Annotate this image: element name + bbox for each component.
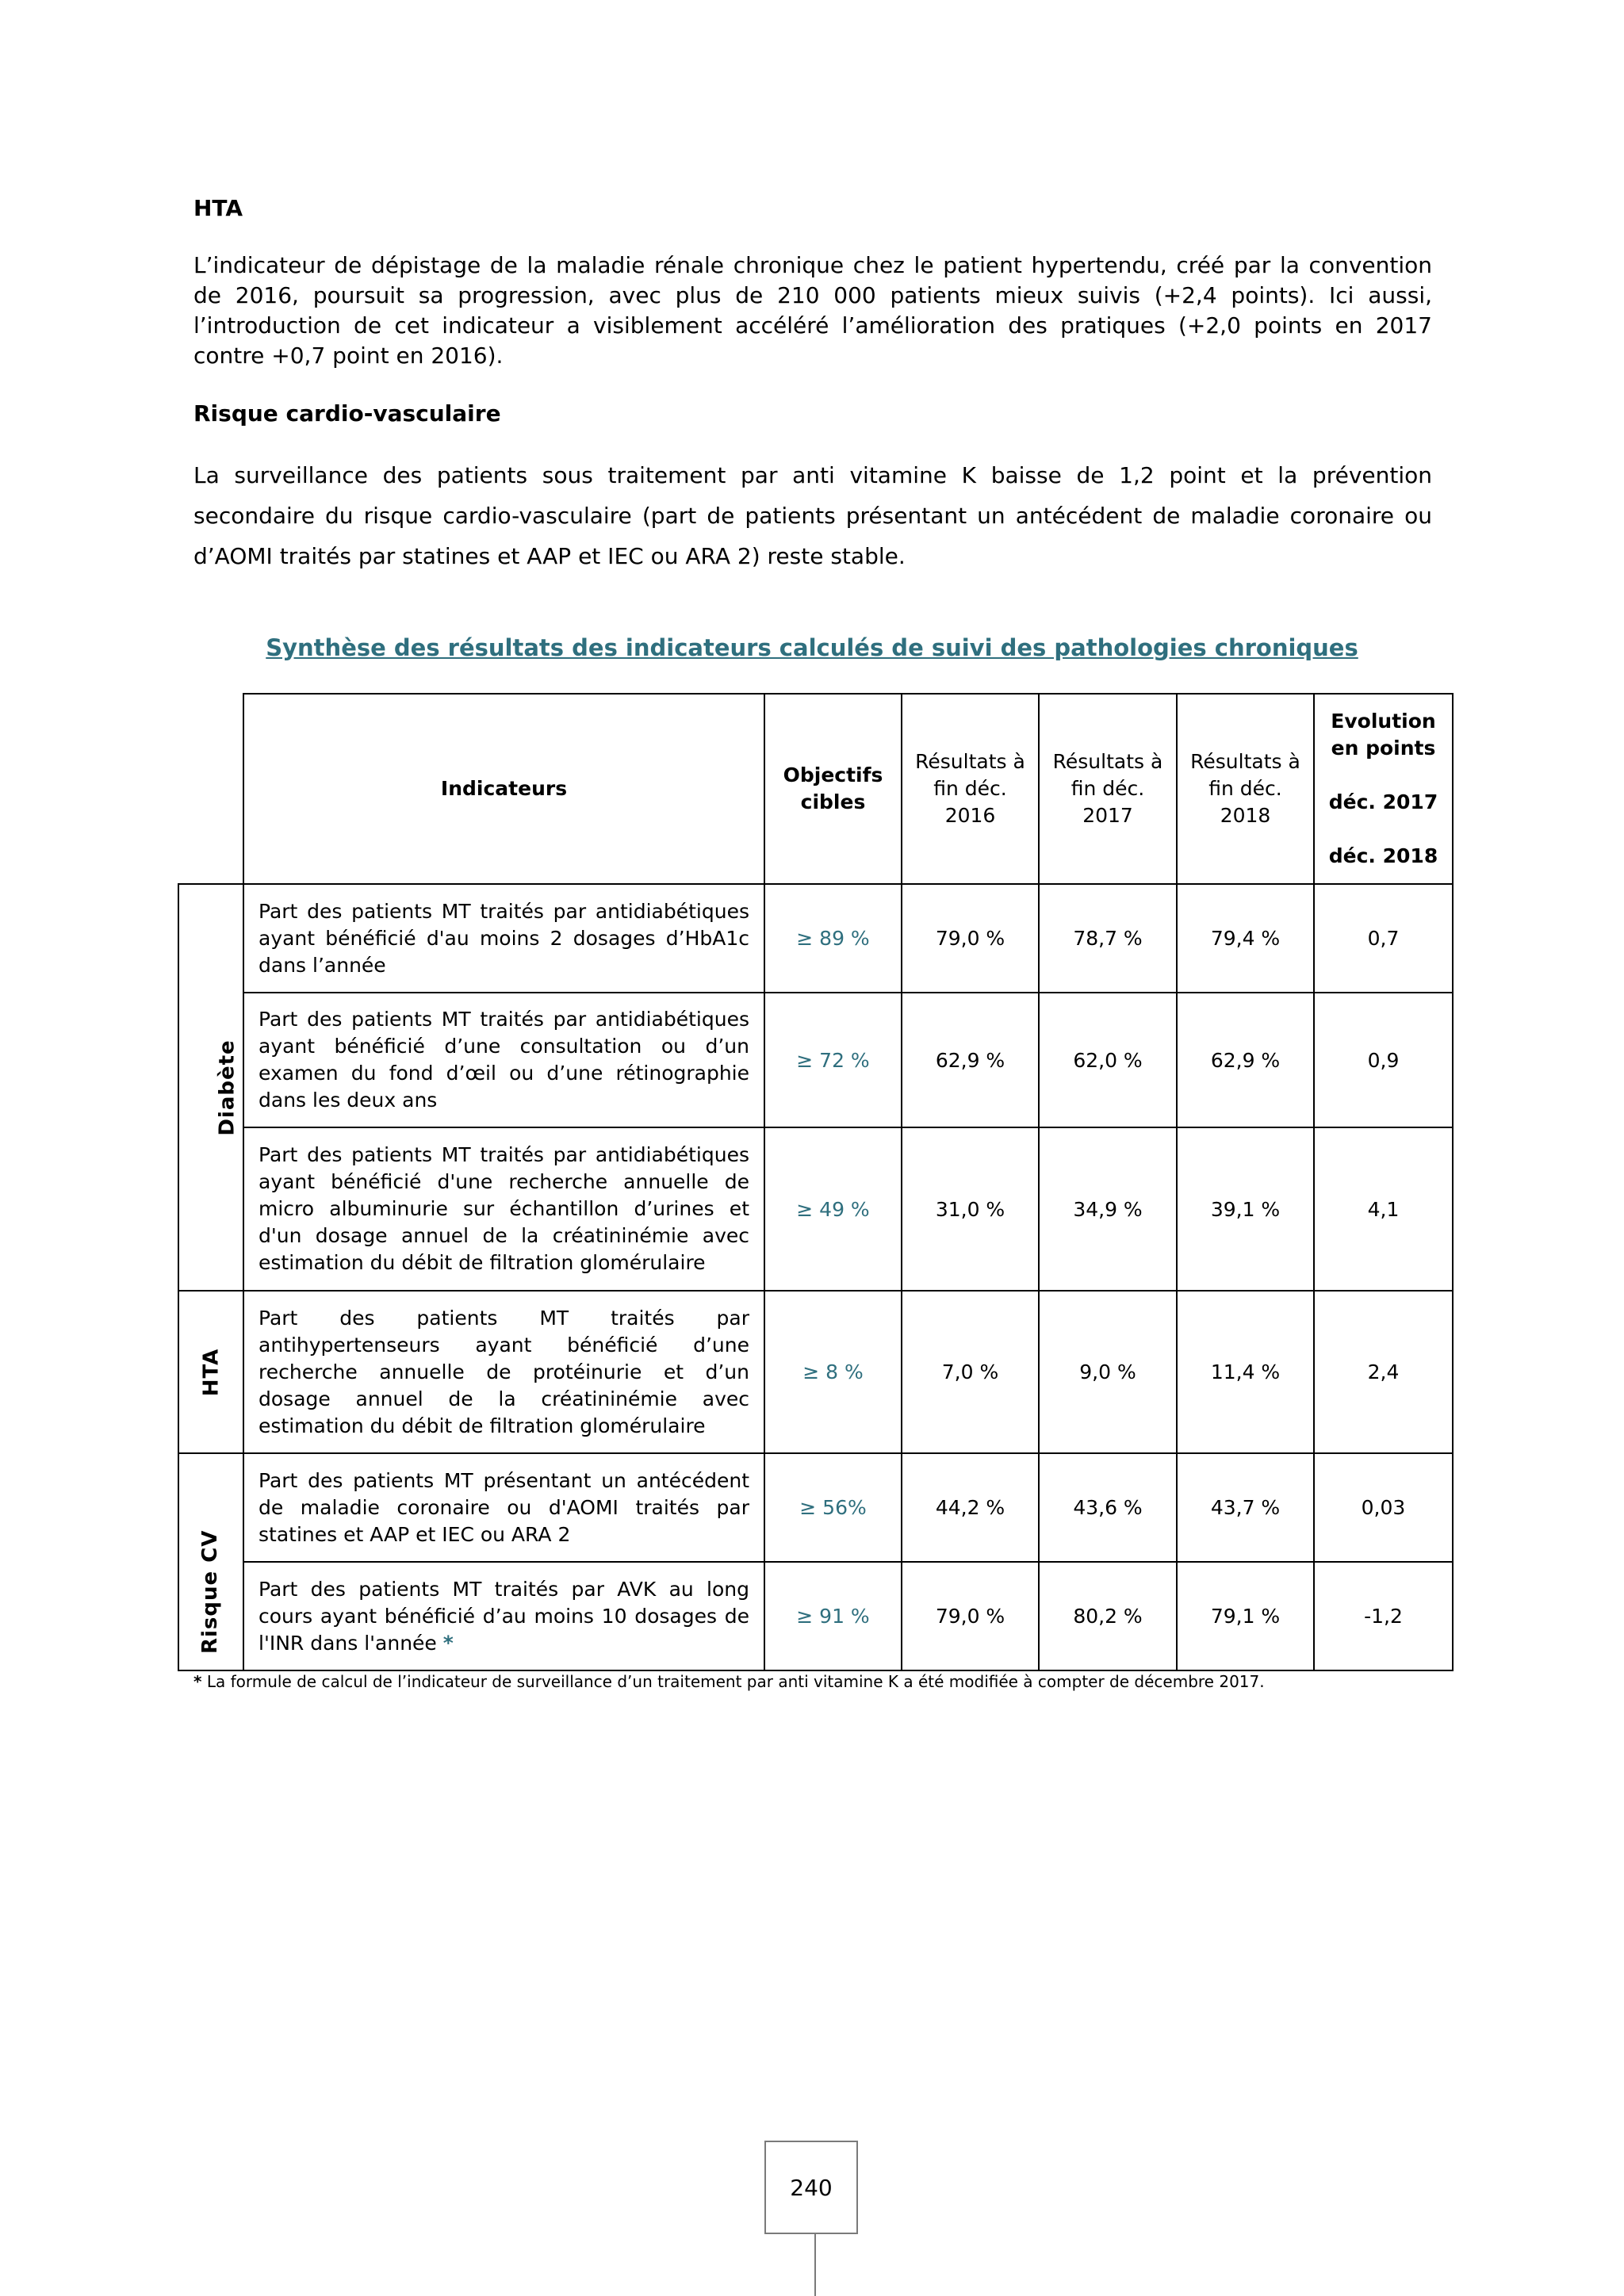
header-2017-line1: Résultats à <box>1052 750 1163 773</box>
header-2018-line1: Résultats à <box>1190 750 1300 773</box>
evolution-value: 0,9 <box>1314 993 1453 1127</box>
target-value: ≥ 8 % <box>764 1291 902 1453</box>
table-title: Synthèse des résultats des indicateurs calculés de suivi des pathologies chroniques <box>266 634 1358 661</box>
evolution-value: 2,4 <box>1314 1291 1453 1453</box>
evolution-value: 0,03 <box>1314 1453 1453 1562</box>
hta-paragraph: L’indicateur de dépistage de la maladie rénale chronique chez le patient hypertendu, créé par la convention de 2016, poursuit sa progression, avec plus de 210 000 patients mieux suivis (+2,4 points). Ici aussi, l’introduction de cet indicateur a visiblement accéléré l’amélioration des pratiques (+2,0 points en 2017 contre +0,7 point en 2016). <box>193 252 1432 369</box>
table-row <box>178 1453 1453 1562</box>
category-diabete-cell <box>178 884 243 1291</box>
result-2017: 80,2 % <box>1039 1562 1177 1670</box>
header-results-2018 <box>1177 694 1314 884</box>
evolution-value: 0,7 <box>1314 884 1453 993</box>
table-row <box>178 1291 1453 1453</box>
header-2017-line3: 2017 <box>1082 804 1133 827</box>
result-2017: 9,0 % <box>1039 1291 1177 1453</box>
synthesis-table <box>178 693 1454 1671</box>
target-value: ≥ 89 % <box>764 884 902 993</box>
header-indicateurs: Indicateurs <box>243 694 764 884</box>
table-row <box>178 1127 1453 1291</box>
indicator-text: Part des patients MT traités par antihypertenseurs ayant bénéficié d’une recherche annuelle de protéinurie et d’un dosage annuel de la créatininémie avec estimation du débit de filtration glomérulaire <box>243 1291 764 1453</box>
evolution-value: -1,2 <box>1314 1562 1453 1670</box>
category-risque-cv-label: Risque CV <box>198 1529 222 1654</box>
header-evol-line1: Evolution <box>1331 710 1436 733</box>
hta-heading: HTA <box>193 195 243 221</box>
header-objectifs-line1: Objectifs <box>783 763 883 786</box>
footnote-star: * <box>193 1672 202 1691</box>
evolution-value: 4,1 <box>1314 1127 1453 1291</box>
footnote-marker: * <box>442 1631 454 1655</box>
result-2017: 62,0 % <box>1039 993 1177 1127</box>
footnote-text: La formule de calcul de l’indicateur de surveillance d’un traitement par anti vitamine K a été modifiée à compter de décembre 2017. <box>206 1672 1265 1691</box>
header-evolution <box>1314 694 1453 884</box>
category-hta-cell <box>178 1291 243 1453</box>
indicator-text: Part des patients MT traités par AVK au long cours ayant bénéficié d’au moins 10 dosages de l'INR dans l'année <box>259 1577 749 1655</box>
target-value: ≥ 49 % <box>764 1127 902 1291</box>
result-2016: 7,0 % <box>902 1291 1039 1453</box>
header-2016-line1: Résultats à <box>915 750 1025 773</box>
header-evol-line3: déc. 2017 <box>1328 790 1438 813</box>
table-header-row <box>178 694 1453 884</box>
table-row <box>178 1562 1453 1670</box>
table-row <box>178 884 1453 993</box>
result-2016: 31,0 % <box>902 1127 1039 1291</box>
result-2018: 43,7 % <box>1177 1453 1314 1562</box>
header-blank-cell <box>178 694 243 884</box>
indicator-text: Part des patients MT traités par antidiabétiques ayant bénéficié d'une recherche annuelle de micro albuminurie sur échantillon d’urines et d'un dosage annuel de la créatininémie avec estimation du débit de filtration glomérulaire <box>243 1127 764 1291</box>
header-2017-line2: fin déc. <box>1071 777 1145 800</box>
table-row <box>178 993 1453 1127</box>
category-hta-label: HTA <box>198 1348 223 1396</box>
result-2016: 62,9 % <box>902 993 1039 1127</box>
cv-heading: Risque cardio-vasculaire <box>193 400 501 427</box>
result-2017: 43,6 % <box>1039 1453 1177 1562</box>
target-value: ≥ 91 % <box>764 1562 902 1670</box>
result-2018: 79,1 % <box>1177 1562 1314 1670</box>
indicator-text: Part des patients MT traités par antidiabétiques ayant bénéficié d'au moins 2 dosages d’HbA1c dans l’année <box>243 884 764 993</box>
indicator-cell <box>243 1562 764 1670</box>
result-2018: 79,4 % <box>1177 884 1314 993</box>
result-2016: 44,2 % <box>902 1453 1039 1562</box>
indicator-text: Part des patients MT présentant un antécédent de maladie coronaire ou d'AOMI traités par statines et AAP et IEC ou ARA 2 <box>243 1453 764 1562</box>
target-value: ≥ 56% <box>764 1453 902 1562</box>
page-number-box <box>764 2141 858 2234</box>
result-2018: 11,4 % <box>1177 1291 1314 1453</box>
table-footnote <box>193 1672 1265 1691</box>
result-2018: 39,1 % <box>1177 1127 1314 1291</box>
result-2016: 79,0 % <box>902 884 1039 993</box>
page-number-connector <box>814 2234 816 2296</box>
category-risque-cv-cell <box>178 1453 243 1670</box>
header-evol-line2: en points <box>1331 737 1436 760</box>
page-number: 240 <box>790 2174 833 2201</box>
header-2018-line2: fin déc. <box>1208 777 1282 800</box>
header-results-2016 <box>902 694 1039 884</box>
result-2016: 79,0 % <box>902 1562 1039 1670</box>
header-objectifs-line2: cibles <box>800 790 866 813</box>
category-diabete-label: Diabète <box>215 1039 239 1136</box>
indicator-text: Part des patients MT traités par antidiabétiques ayant bénéficié d’une consultation ou d’un examen du fond d’œil ou d’une rétinographie dans les deux ans <box>243 993 764 1127</box>
header-2018-line3: 2018 <box>1220 804 1271 827</box>
result-2017: 78,7 % <box>1039 884 1177 993</box>
header-2016-line2: fin déc. <box>933 777 1007 800</box>
cv-paragraph: La surveillance des patients sous traitement par anti vitamine K baisse de 1,2 point et la prévention secondaire du risque cardio-vasculaire (part de patients présentant un antécédent de maladie coronaire ou d’AOMI traités par statines et AAP et IEC ou ARA 2) reste stable. <box>193 462 1432 569</box>
result-2017: 34,9 % <box>1039 1127 1177 1291</box>
header-evol-line4: déc. 2018 <box>1328 844 1438 867</box>
header-objectifs <box>764 694 902 884</box>
result-2018: 62,9 % <box>1177 993 1314 1127</box>
header-results-2017 <box>1039 694 1177 884</box>
header-2016-line3: 2016 <box>944 804 996 827</box>
target-value: ≥ 72 % <box>764 993 902 1127</box>
